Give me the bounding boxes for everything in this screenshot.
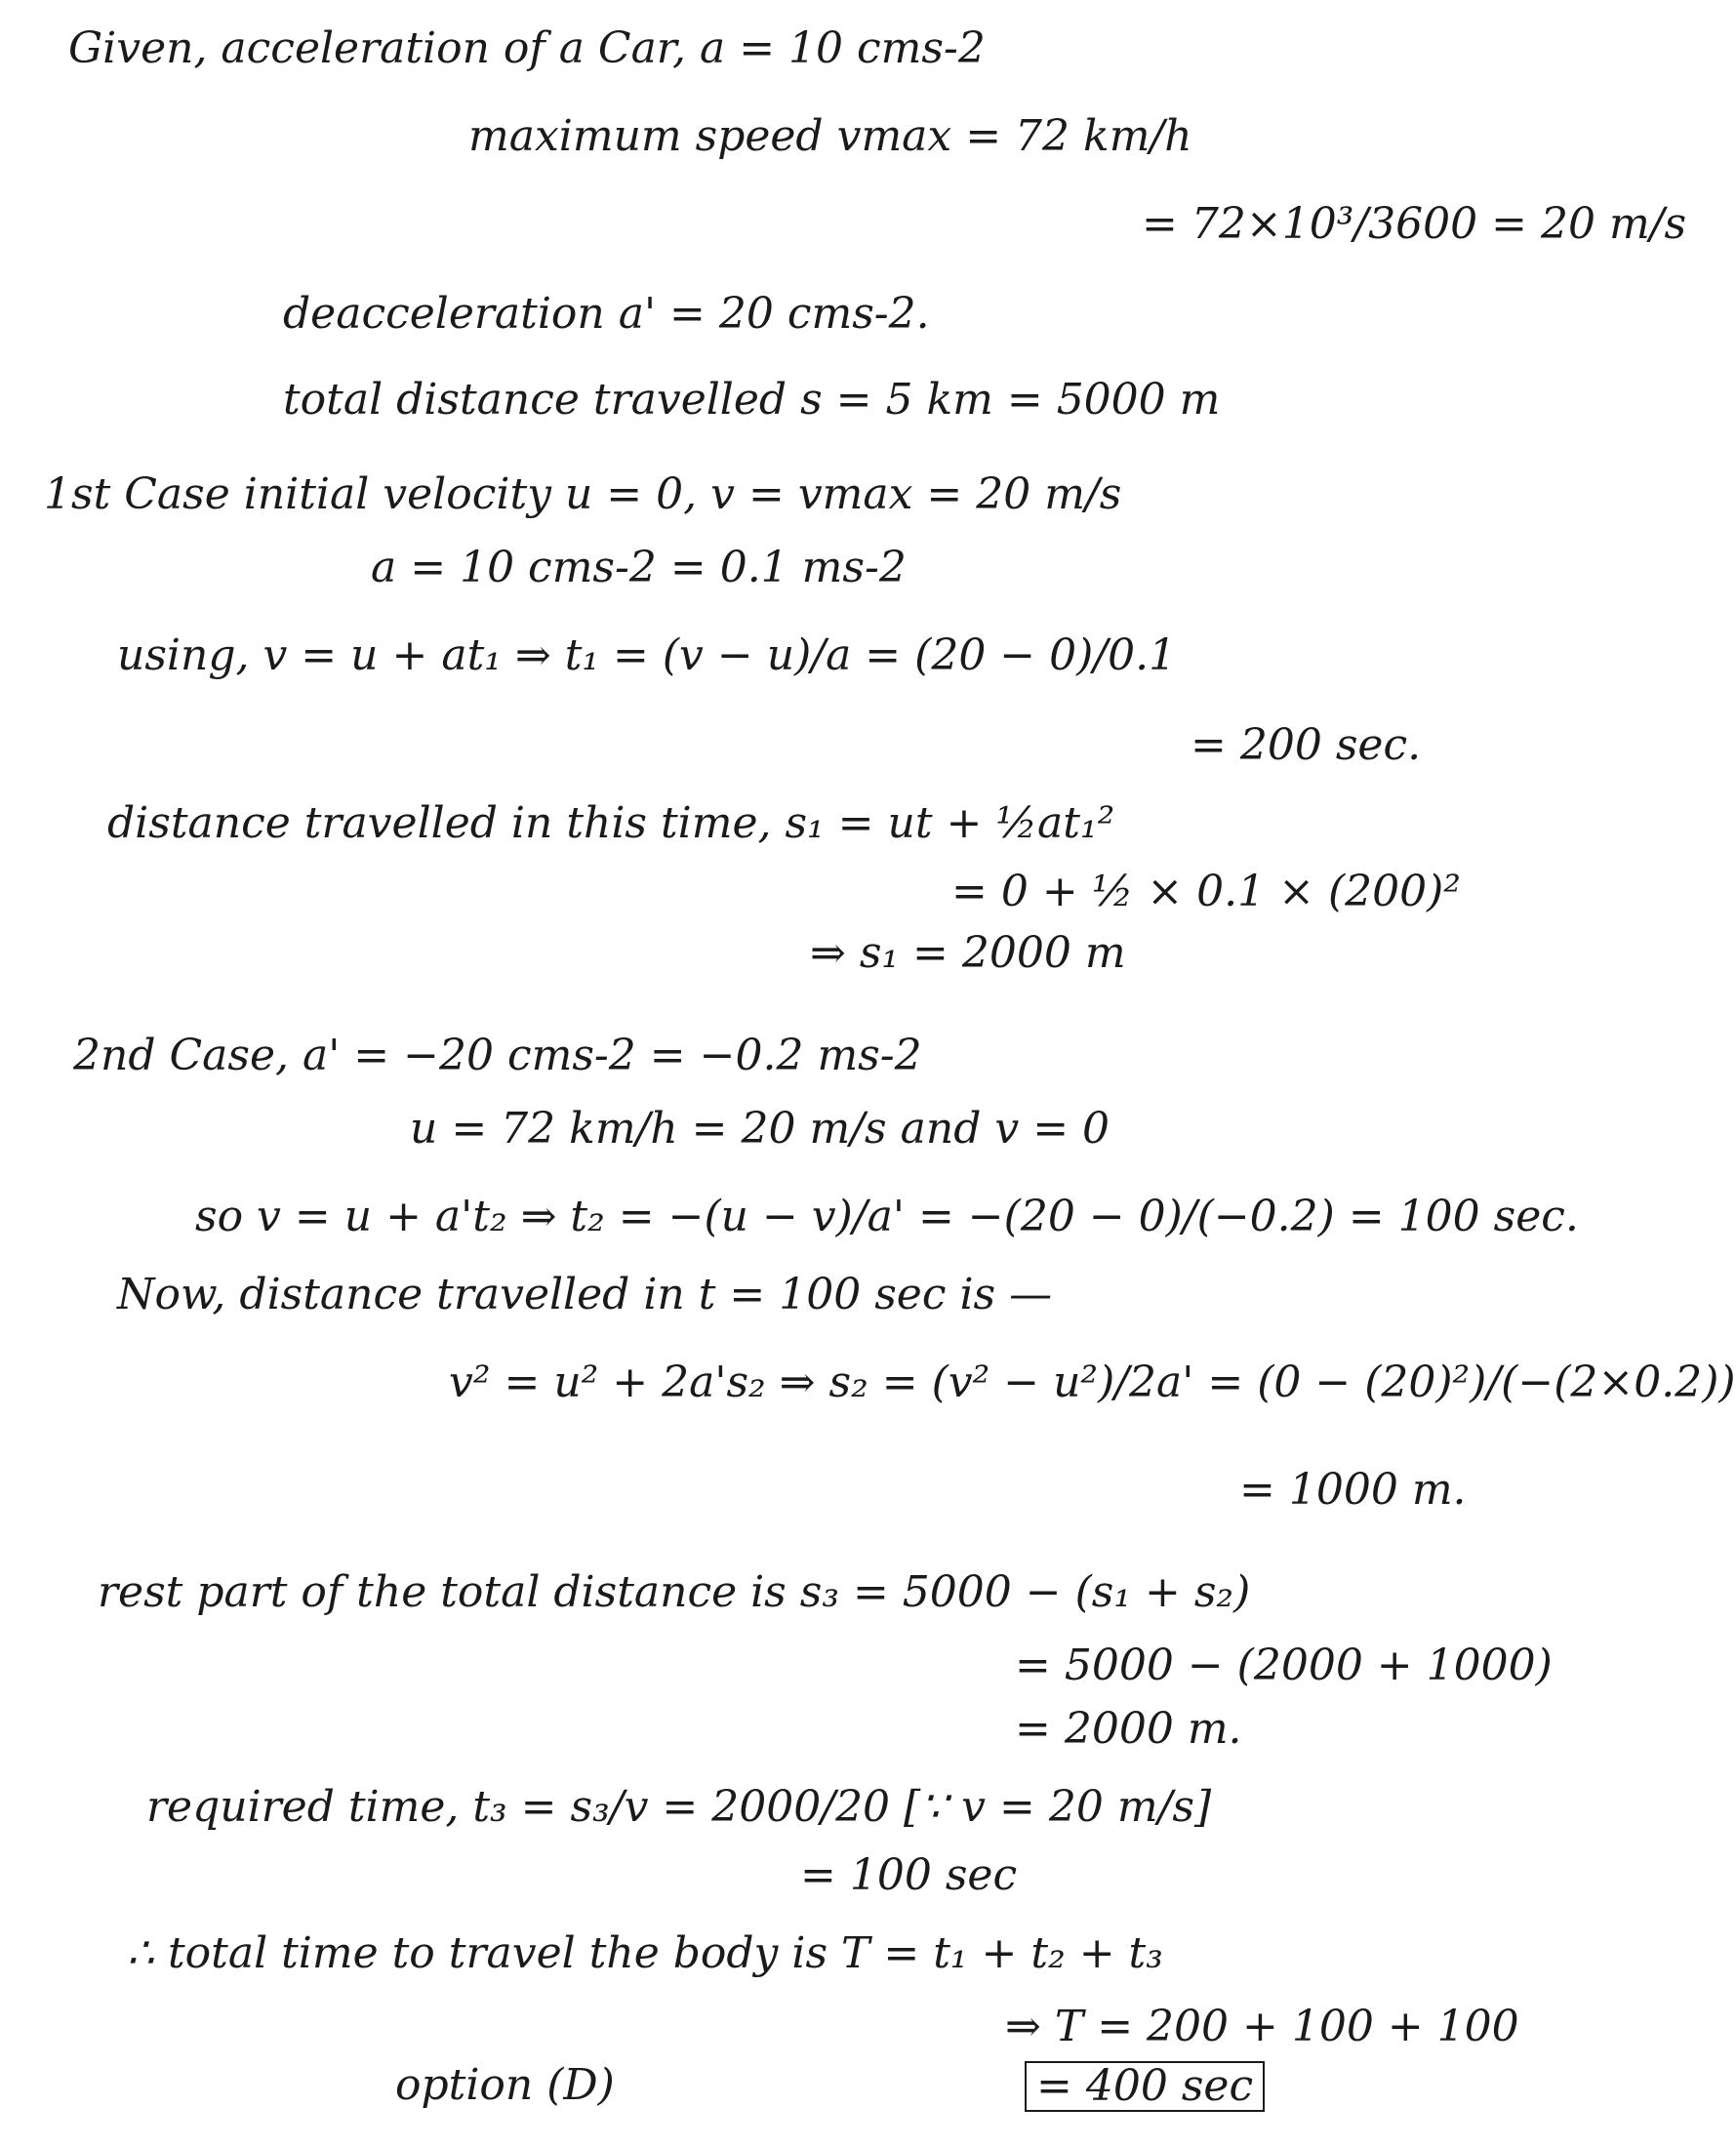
line-total-sum: ⇒ T = 200 + 100 + 100 [1005, 2002, 1519, 2051]
line-case1-s1-sub: = 0 + ½ × 0.1 × (200)² [951, 867, 1461, 916]
line-case2-heading: 2nd Case, a' = −20 cms-2 = −0.2 ms-2 [73, 1031, 922, 1080]
line-max-speed: maximum speed vmax = 72 km/h [468, 111, 1192, 161]
line-case2-s2-formula: v² = u² + 2a's₂ ⇒ s₂ = (v² − u²)/2a' = (0 − (20)²)/(−(2×0.2)) [449, 1357, 1736, 1407]
line-case1-t1: using, v = u + at₁ ⇒ t₁ = (v − u)/a = (20 − 0)/0.1 [117, 630, 1177, 680]
line-rest-sub: = 5000 − (2000 + 1000) [1015, 1641, 1553, 1690]
line-case1-s1-result: ⇒ s₁ = 2000 m [810, 928, 1126, 978]
line-total-distance: total distance travelled s = 5 km = 5000 m [283, 375, 1221, 425]
line-case2-s2-result: = 1000 m. [1239, 1465, 1467, 1515]
line-deceleration: deacceleration a' = 20 cms-2. [283, 289, 930, 339]
line-t3: required time, t₃ = s₃/v = 2000/20 [∵ v = 20 m/s] [146, 1782, 1212, 1832]
line-case2-now: Now, distance travelled in t = 100 sec is — [117, 1270, 1053, 1319]
line-option: option (D) [395, 2060, 615, 2110]
line-t3-result: = 100 sec [800, 1850, 1018, 1900]
line-case1-t1-result: = 200 sec. [1191, 720, 1422, 770]
line-speed-conversion: = 72×10³/3600 = 20 m/s [1142, 199, 1687, 249]
line-case1-heading: 1st Case initial velocity u = 0, v = vmax = 20 m/s [44, 469, 1122, 519]
line-case2-u: u = 72 km/h = 20 m/s and v = 0 [410, 1104, 1110, 1154]
line-case2-t2: so v = u + a't₂ ⇒ t₂ = −(u − v)/a' = −(20 − 0)/(−0.2) = 100 sec. [195, 1192, 1579, 1241]
line-given: Given, acceleration of a Car, a = 10 cms-2 [68, 23, 986, 73]
line-case1-s1-formula: distance travelled in this time, s₁ = ut + ½at₁² [107, 798, 1115, 848]
line-case1-accel: a = 10 cms-2 = 0.1 ms-2 [371, 543, 907, 592]
line-rest-distance: rest part of the total distance is s₃ = 5000 − (s₁ + s₂) [98, 1567, 1251, 1617]
final-answer: = 400 sec [1025, 2061, 1265, 2112]
line-total-time: ∴ total time to travel the body is T = t₁ + t₂ + t₃ [127, 1928, 1163, 1978]
line-rest-result: = 2000 m. [1015, 1704, 1242, 1754]
